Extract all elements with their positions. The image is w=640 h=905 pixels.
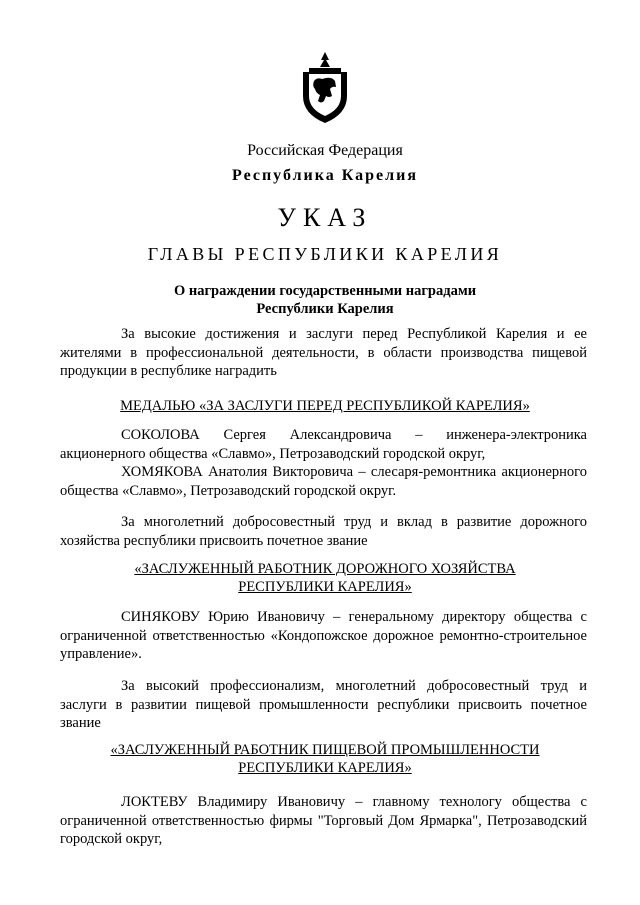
section-3-award-title (60, 741, 590, 777)
section-2-recipients (60, 608, 587, 664)
award-title-line: «ЗАСЛУЖЕННЫЙ РАБОТНИК ПИЩЕВОЙ ПРОМЫШЛЕННОСТИ (110, 742, 540, 758)
section-1-award-title (60, 397, 590, 415)
section-1-recipients (60, 426, 587, 500)
karelia-coat-of-arms-emblem (299, 52, 351, 124)
issuer-title: ГЛАВЫ РЕСПУБЛИКИ КАРЕЛИЯ (147, 244, 503, 264)
award-title-line: МЕДАЛЬЮ «ЗА ЗАСЛУГИ ПЕРЕД РЕСПУБЛИКОЙ КАРЕЛИЯ» (120, 398, 530, 414)
award-title-line: РЕСПУБЛИКИ КАРЕЛИЯ» (238, 760, 412, 776)
decree-subject-line-2: Республики Карелия (256, 301, 394, 317)
section-3-recipients (60, 793, 587, 849)
decree-subject (60, 282, 590, 318)
award-title-line: РЕСПУБЛИКИ КАРЕЛИЯ» (238, 579, 412, 595)
document-type-title: УКАЗ (277, 203, 373, 232)
award-title-line: «ЗАСЛУЖЕННЫЙ РАБОТНИК ДОРОЖНОГО ХОЗЯЙСТВА (134, 561, 516, 577)
section-1-intro: За высокие достижения и заслуги перед Республикой Карелия и ее жителями в профессиональной деятельности, в области производства пищевой продукции в республике наградить (60, 326, 587, 380)
section-2-intro: За многолетний добросовестный труд и вклад в развитие дорожного хозяйства республики присвоить почетное звание (60, 514, 587, 549)
section-3-intro: За высокий профессионализм, многолетний добросовестный труд и заслуги в развитии пищевой промышленности республики присвоить почетное звание (60, 678, 587, 732)
recipient-entry: ЛОКТЕВУ Владимиру Ивановичу – главному технологу общества с ограниченной ответственностью фирмы "Торговый Дом Ярмарка", Петрозаводский городской округ, (60, 794, 587, 848)
decree-subject-line-1: О награждении государственными наградами (173, 283, 477, 299)
country-name: Российская Федерация (247, 142, 403, 159)
republic-name: Республика Карелия (232, 167, 418, 184)
section-2-award-title (60, 560, 590, 596)
recipient-entry: СИНЯКОВУ Юрию Ивановичу – генеральному директору общества с ограниченной ответственностью «Кондопожское дорожное ремонтно-строительное управление». (60, 609, 587, 663)
recipient-entry: СОКОЛОВА Сергея Александровича – инженера-электроника акционерного общества «Славмо», Петрозаводский городской округ, (60, 427, 587, 462)
recipient-entry: ХОМЯКОВА Анатолия Викторовича – слесаря-ремонтника акционерного общества «Славмо», Петрозаводский городской округ. (60, 464, 587, 499)
